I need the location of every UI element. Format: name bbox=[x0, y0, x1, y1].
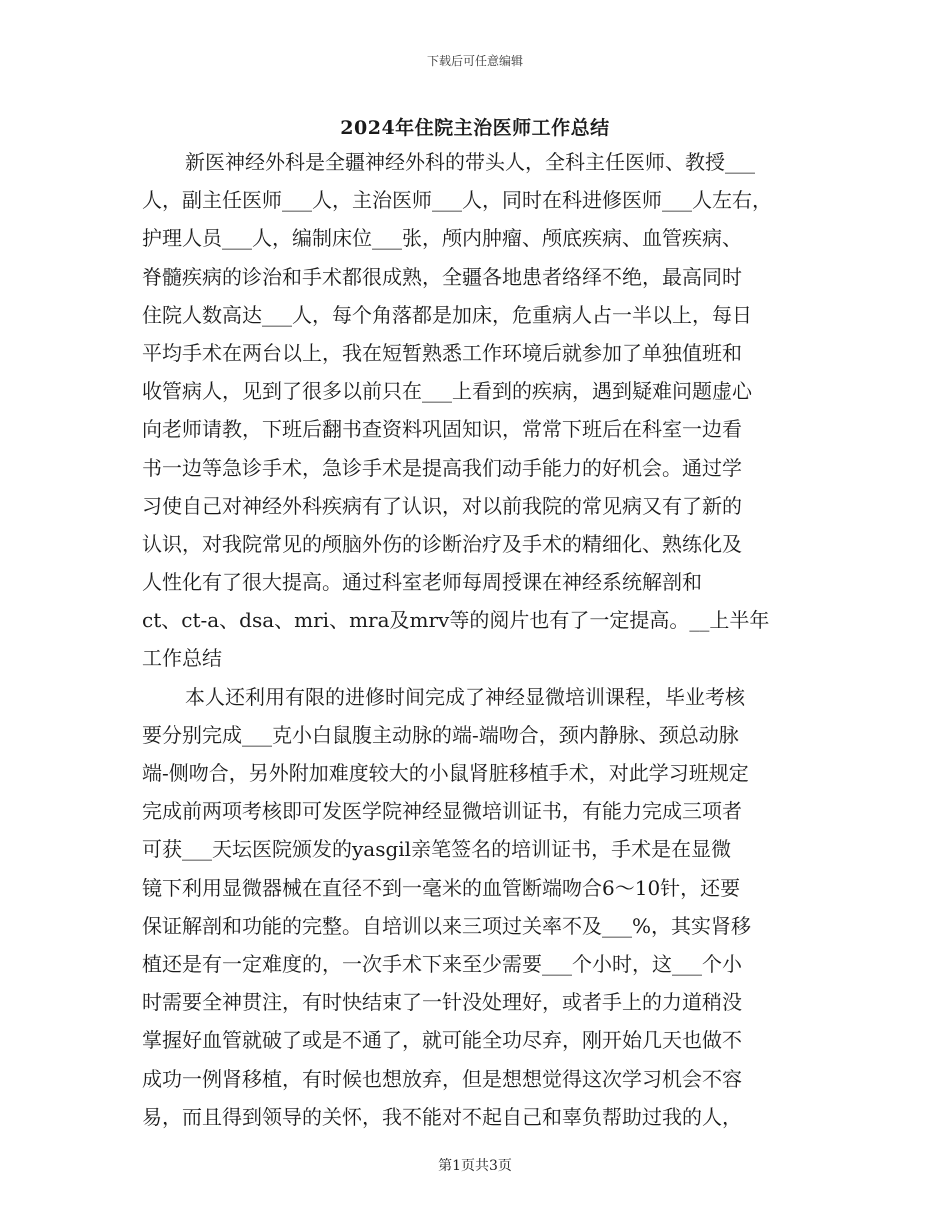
paragraph-line: 保证解剖和功能的完整。自培训以来三项过关率不及___%，其实肾移 bbox=[142, 913, 752, 938]
document-body bbox=[142, 143, 822, 1136]
paragraph-line: 收管病人，见到了很多以前只在___上看到的疾病，遇到疑难问题虚心 bbox=[142, 379, 752, 404]
paragraph-line: 要分别完成___克小白鼠腹主动脉的端-端吻合，颈内静脉、颈总动脉 bbox=[142, 722, 739, 747]
paragraph-line: 脊髓疾病的诊治和手术都很成熟，全疆各地患者络绎不绝，最高同时 bbox=[142, 264, 742, 289]
paragraph-line: 可获___天坛医院颁发的yasgil亲笔签名的培训证书，手术是在显微 bbox=[142, 837, 732, 862]
paragraph-line: 人，副主任医师___人，主治医师___人，同时在科进修医师___人左右， bbox=[142, 188, 772, 213]
paragraph-line: 本人还利用有限的进修时间完成了神经显微培训课程，毕业考核 bbox=[185, 684, 745, 709]
paragraph-line: 掌握好血管就破了或是不通了，就可能全功尽弃，刚开始几天也做不 bbox=[142, 1028, 742, 1053]
document-title: 2024年住院主治医师工作总结 bbox=[340, 117, 610, 139]
paragraph-line: 认识，对我院常见的颅脑外伤的诊断治疗及手术的精细化、熟练化及 bbox=[142, 531, 742, 556]
page-header-note: 下载后可任意编辑 bbox=[426, 54, 523, 68]
paragraph-line: 植还是有一定难度的，一次手术下来至少需要___个小时，这___个小 bbox=[142, 951, 742, 976]
paragraph-line: 易，而且得到领导的关怀，我不能对不起自己和辜负帮助过我的人， bbox=[142, 1104, 742, 1129]
paragraph-line: ct、ct-a、dsa、mri、mra及mrv等的阅片也有了一定提高。__上半年 bbox=[142, 608, 770, 633]
paragraph-line: 成功一例肾移植，有时候也想放弃，但是想想觉得这次学习机会不容 bbox=[142, 1066, 742, 1091]
page-number: 第1页共3页 bbox=[438, 1158, 512, 1174]
paragraph-line: 人性化有了很大提高。通过科室老师每周授课在神经系统解剖和 bbox=[142, 570, 702, 595]
paragraph-line: 完成前两项考核即可发医学院神经显微培训证书，有能力完成三项者 bbox=[142, 799, 742, 824]
paragraph-line: 镜下利用显微器械在直径不到一毫米的血管断端吻合6～10针，还要 bbox=[142, 875, 741, 900]
paragraph-line: 护理人员___人，编制床位___张，颅内肿瘤、颅底疾病、血管疾病、 bbox=[142, 226, 742, 251]
paragraph-line: 书一边等急诊手术，急诊手术是提高我们动手能力的好机会。通过学 bbox=[142, 455, 742, 480]
paragraph-line: 端-侧吻合，另外附加难度较大的小鼠肾脏移植手术，对此学习班规定 bbox=[142, 761, 749, 785]
paragraph-line: 向老师请教，下班后翻书查资料巩固知识，常常下班后在科室一边看 bbox=[142, 417, 742, 442]
paragraph-line: 住院人数高达___人，每个角落都是加床，危重病人占一半以上，每日 bbox=[142, 302, 752, 327]
paragraph-line: 工作总结 bbox=[142, 646, 222, 671]
paragraph-line: 时需要全神贯注，有时快结束了一针没处理好，或者手上的力道稍没 bbox=[142, 990, 742, 1015]
paragraph-line: 新医神经外科是全疆神经外科的带头人，全科主任医师、教授___ bbox=[185, 150, 755, 174]
paragraph-line: 习使自己对神经外科疾病有了认识，对以前我院的常见病又有了新的 bbox=[142, 493, 742, 518]
paragraph-line: 平均手术在两台以上，我在短暂熟悉工作环境后就参加了单独值班和 bbox=[142, 340, 742, 365]
